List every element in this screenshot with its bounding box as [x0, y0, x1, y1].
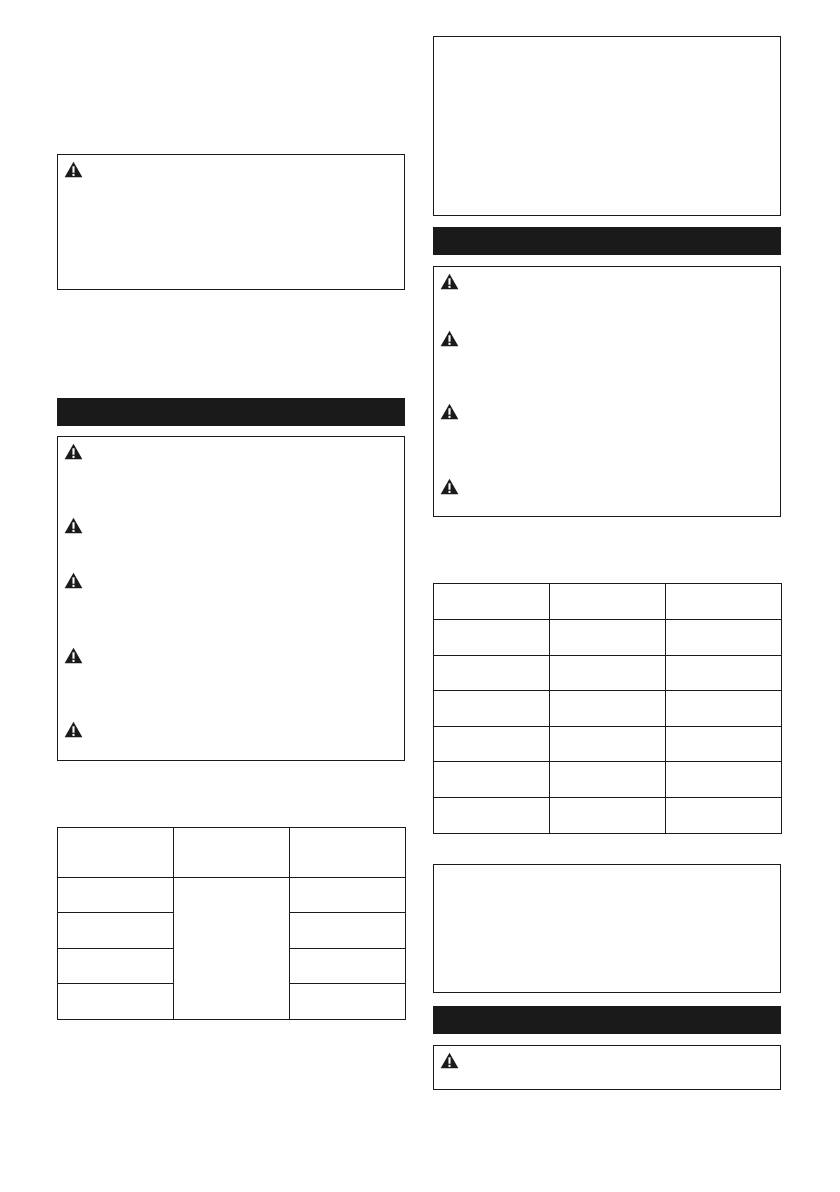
table-cell	[666, 762, 782, 798]
table-row	[434, 798, 782, 834]
table-cell	[290, 878, 406, 913]
warning-triangle-icon	[440, 403, 459, 420]
table-row	[434, 656, 782, 691]
note-box-1	[433, 36, 781, 216]
warning-triangle-icon	[64, 572, 83, 589]
table-cell	[666, 584, 782, 620]
section-header-bar-2	[433, 227, 781, 255]
table-cell	[58, 878, 174, 913]
table-cell	[434, 584, 550, 620]
table-cell-merged	[174, 878, 290, 1020]
table-cell	[550, 620, 666, 656]
warning-triangle-icon	[64, 721, 83, 738]
table-cell	[666, 798, 782, 834]
table-cell	[58, 828, 174, 878]
table-cell	[550, 584, 666, 620]
caution-box-4	[433, 1045, 781, 1090]
table-cell	[550, 727, 666, 762]
table-cell	[434, 620, 550, 656]
table-cell	[666, 620, 782, 656]
table-row	[434, 762, 782, 798]
table-cell	[666, 656, 782, 691]
table-row	[58, 828, 406, 878]
table-cell	[290, 984, 406, 1020]
table-cell	[434, 691, 550, 727]
warning-triangle-icon	[64, 443, 83, 460]
table-row	[434, 620, 782, 656]
warning-triangle-icon	[440, 478, 459, 495]
warning-triangle-icon	[440, 273, 459, 290]
table-cell	[550, 762, 666, 798]
table-row	[58, 878, 406, 913]
warning-triangle-icon	[64, 647, 83, 664]
table-row	[434, 727, 782, 762]
table-1	[57, 827, 406, 1020]
caution-box-3	[433, 266, 781, 517]
note-box-2	[433, 864, 781, 993]
table-cell	[550, 798, 666, 834]
table-row	[434, 691, 782, 727]
table-cell	[290, 828, 406, 878]
section-header-bar-3	[433, 1006, 781, 1034]
caution-box-2	[57, 436, 405, 761]
table-2	[433, 583, 782, 834]
table-cell	[666, 727, 782, 762]
table-cell	[434, 656, 550, 691]
table-cell	[290, 913, 406, 949]
table-cell	[550, 691, 666, 727]
warning-triangle-icon	[64, 517, 83, 534]
table-cell	[550, 656, 666, 691]
table-cell	[434, 798, 550, 834]
caution-box-1	[57, 154, 405, 290]
section-header-bar-1	[57, 398, 405, 426]
warning-triangle-icon	[440, 330, 459, 347]
table-cell	[174, 828, 290, 878]
table-cell	[434, 762, 550, 798]
table-row	[434, 584, 782, 620]
table-cell	[58, 913, 174, 949]
warning-triangle-icon	[440, 1052, 459, 1069]
warning-triangle-icon	[64, 161, 83, 178]
table-cell	[58, 984, 174, 1020]
table-cell	[290, 949, 406, 984]
table-cell	[434, 727, 550, 762]
table-cell	[666, 691, 782, 727]
table-cell	[58, 949, 174, 984]
